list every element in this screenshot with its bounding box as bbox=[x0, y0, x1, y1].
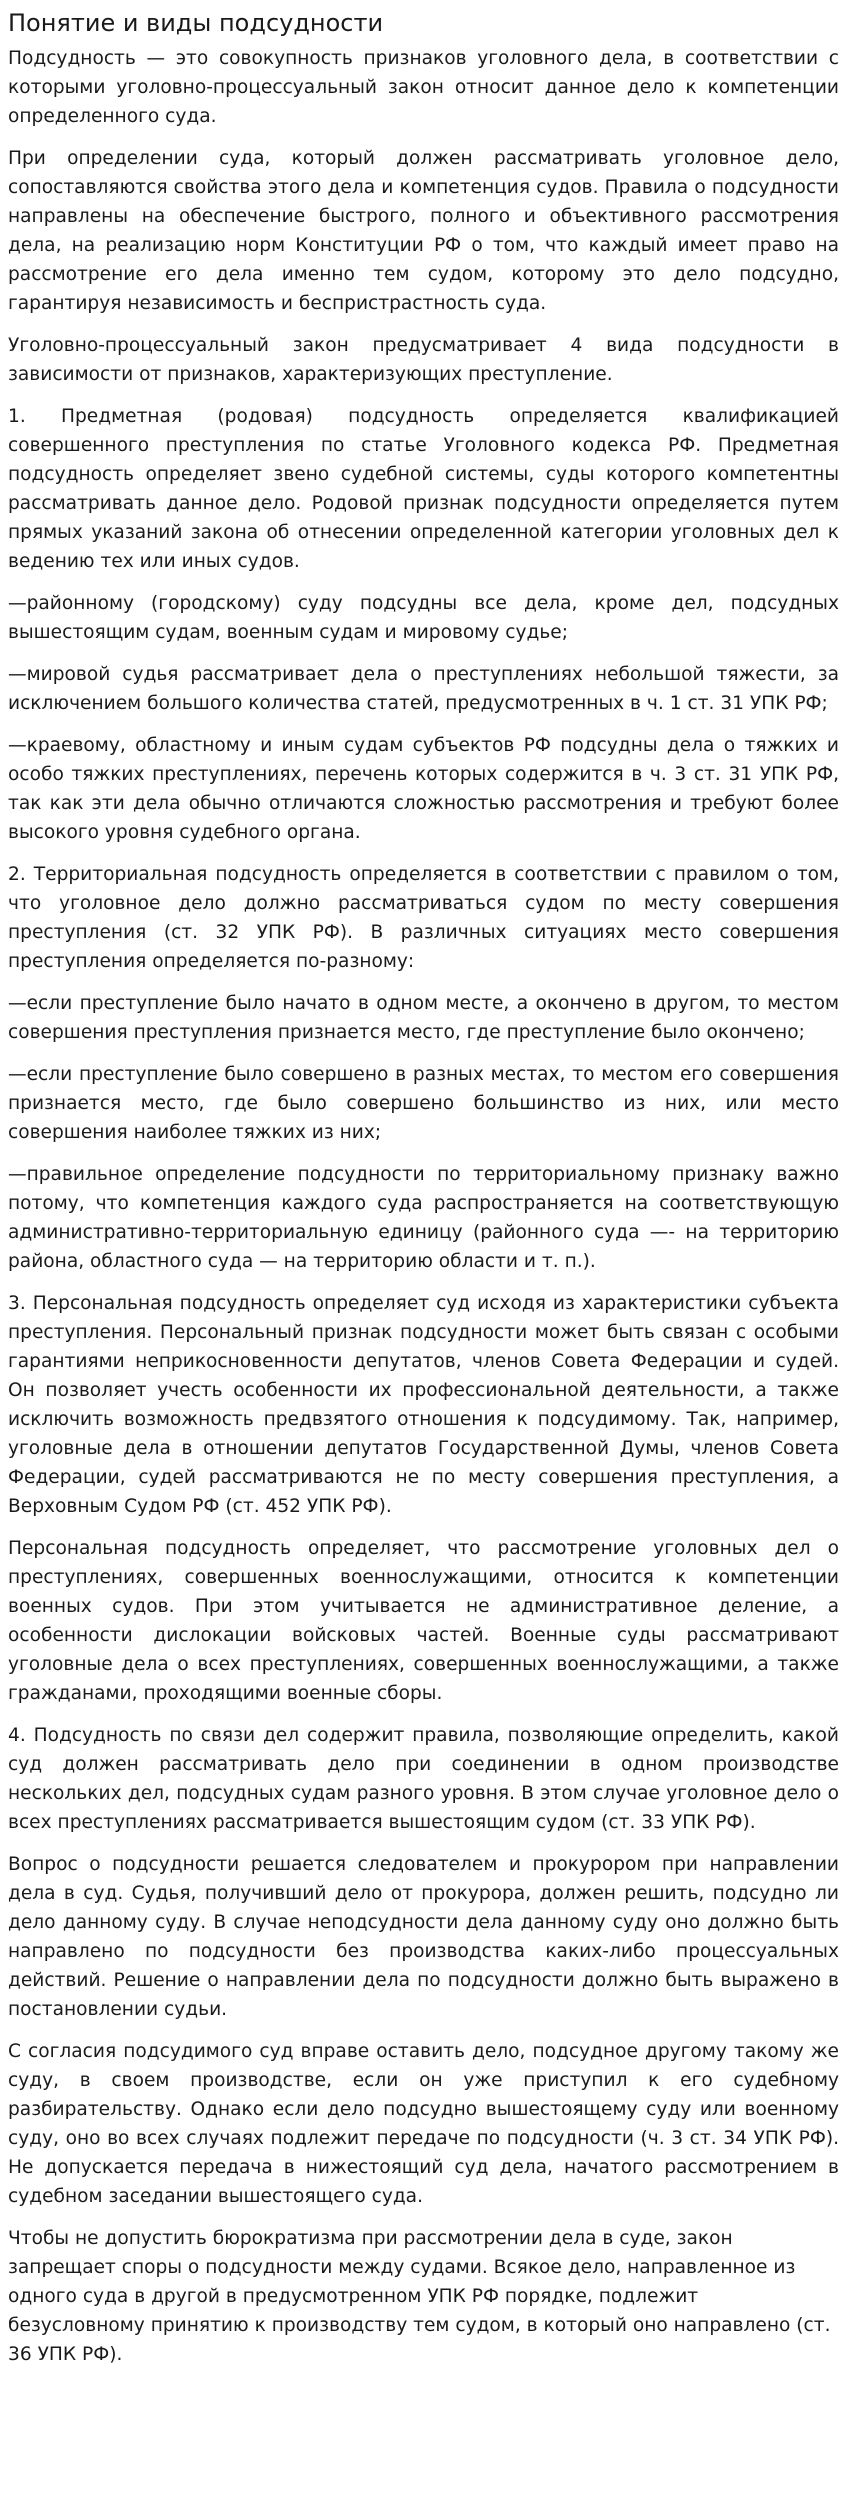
paragraph-military-courts: Персональная подсудность определяет, что рассмотрение уголовных дел о преступлениях, совершенных военнослужащими, относится к компетенции военных судов. При этом учитывается не административное деление, а особенности дислокации войсковых частей. Военные суды рассматривают уголовные дела о всех преступлениях, совершенных военнослужащими, а также гражданами, проходящими военные сборы. bbox=[8, 1538, 839, 1704]
paragraph-types-intro: Уголовно-процессуальный закон предусматривает 4 вида подсудности в зависимости от признаков, характеризующих преступление. bbox=[8, 335, 839, 385]
paragraph-definition: Подсудность — это совокупность признаков уголовного дела, в соответствии с которыми уголовно-процессуальный закон относит данное дело к компетенции определенного суда. bbox=[8, 48, 839, 127]
paragraph-personal-jurisdiction: 3. Персональная подсудность определяет суд исходя из характеристики субъекта преступления. Персональный признак подсудности может быть связан с особыми гарантиями неприкосновенности депутатов, членов Совета Федерации и судей. Он позволяет учесть особенности их профессиональной деятельности, а также исключить возможность предвзятого отношения к подсудимому. Так, например, уголовные дела в отношении депутатов Государственной Думы, членов Совета Федерации, судей рассматриваются не по месту совершения преступления, а Верховным Судом РФ (ст. 452 УПК РФ). bbox=[8, 1293, 839, 1517]
paragraph-district-court: —районному (городскому) суду подсудны все дела, кроме дел, подсудных вышестоящим судам, военным судам и мировому судье; bbox=[8, 593, 839, 643]
paragraph-started-one-place: —если преступление было начато в одном месте, а окончено в другом, то местом совершения преступления признается место, где преступление было окончено; bbox=[8, 993, 839, 1043]
paragraph-territorial-importance: —правильное определение подсудности по территориальному признаку важно потому, что компетенция каждого суда распространяется на соответствующую административно-территориальную единицу (районного суда —- на территорию района, областного суда — на территорию области и т. п.). bbox=[8, 1164, 839, 1272]
paragraph-determination: При определении суда, который должен рассматривать уголовное дело, сопоставляются свойства этого дела и компетенция судов. Правила о подсудности направлены на обеспечение быстрого, полного и объективного рассмотрения дела, на реализацию норм Конституции РФ о том, что каждый имеет право на рассмотрение его дела именно тем судом, которому это дело подсудно, гарантируя независимость и беспристрастность суда. bbox=[8, 148, 839, 314]
paragraph-magistrate: —мировой судья рассматривает дела о преступлениях небольшой тяжести, за исключением большого количества статей, предусмотренных в ч. 1 ст. 31 УПК РФ; bbox=[8, 664, 839, 714]
paragraph-no-disputes: Чтобы не допустить бюрократизма при рассмотрении дела в суде, закон запрещает споры о подсудности между судами. Всякое дело, направленное из одного суда в другой в предусмотренном УПК РФ порядке, подлежит безусловному принятию к производству тем судом, в который оно направлено (ст. 36 УПК РФ). bbox=[8, 2228, 831, 2365]
paragraph-different-places: —если преступление было совершено в разных местах, то местом его совершения признается место, где было совершено большинство из них, или место совершения наиболее тяжких из них; bbox=[8, 1064, 839, 1143]
paragraph-territorial-jurisdiction: 2. Территориальная подсудность определяется в соответствии с правилом о том, что уголовное дело должно рассматриваться судом по месту совершения преступления (ст. 32 УПК РФ). В различных ситуациях место совершения преступления определяется по-разному: bbox=[8, 864, 839, 972]
page-title: Понятие и виды подсудности bbox=[8, 9, 384, 37]
paragraph-jurisdiction-question: Вопрос о подсудности решается следователем и прокурором при направлении дела в суд. Судья, получивший дело от прокурора, должен решить, подсудно ли дело данному суду. В случае неподсудности дела данному суду оно должно быть направлено по подсудности без производства каких-либо процессуальных действий. Решение о направлении дела по подсудности должно быть выражено в постановлении судьи. bbox=[8, 1854, 839, 2020]
paragraph-consent: С согласия подсудимого суд вправе оставить дело, подсудное другому такому же суду, в своем производстве, если он уже приступил к его судебному разбирательству. Однако если дело подсудно вышестоящему суду или военному суду, оно во всех случаях подлежит передаче по подсудности (ч. 3 ст. 34 УПК РФ). Не допускается передача в нижестоящий суд дела, начатого рассмотрением в судебном заседании вышестоящего суда. bbox=[8, 2041, 839, 2207]
paragraph-linked-cases: 4. Подсудность по связи дел содержит правила, позволяющие определить, какой суд должен рассматривать дело при соединении в одном производстве нескольких дел, подсудных судам разного уровня. В этом случае уголовное дело о всех преступлениях рассматривается вышестоящим судом (ст. 33 УПК РФ). bbox=[8, 1725, 839, 1833]
paragraph-subject-jurisdiction: 1. Предметная (родовая) подсудность определяется квалификацией совершенного преступления по статье Уголовного кодекса РФ. Предметная подсудность определяет звено судебной системы, суды которого компетентны рассматривать данное дело. Родовой признак подсудности определяется путем прямых указаний закона об отнесении определенной категории уголовных дел к ведению тех или иных судов. bbox=[8, 406, 839, 572]
paragraph-regional-court: —краевому, областному и иным судам субъектов РФ подсудны дела о тяжких и особо тяжких преступлениях, перечень которых содержится в ч. 3 ст. 31 УПК РФ, так как эти дела обычно отличаются сложностью рассмотрения и требуют более высокого уровня судебного органа. bbox=[8, 735, 839, 843]
